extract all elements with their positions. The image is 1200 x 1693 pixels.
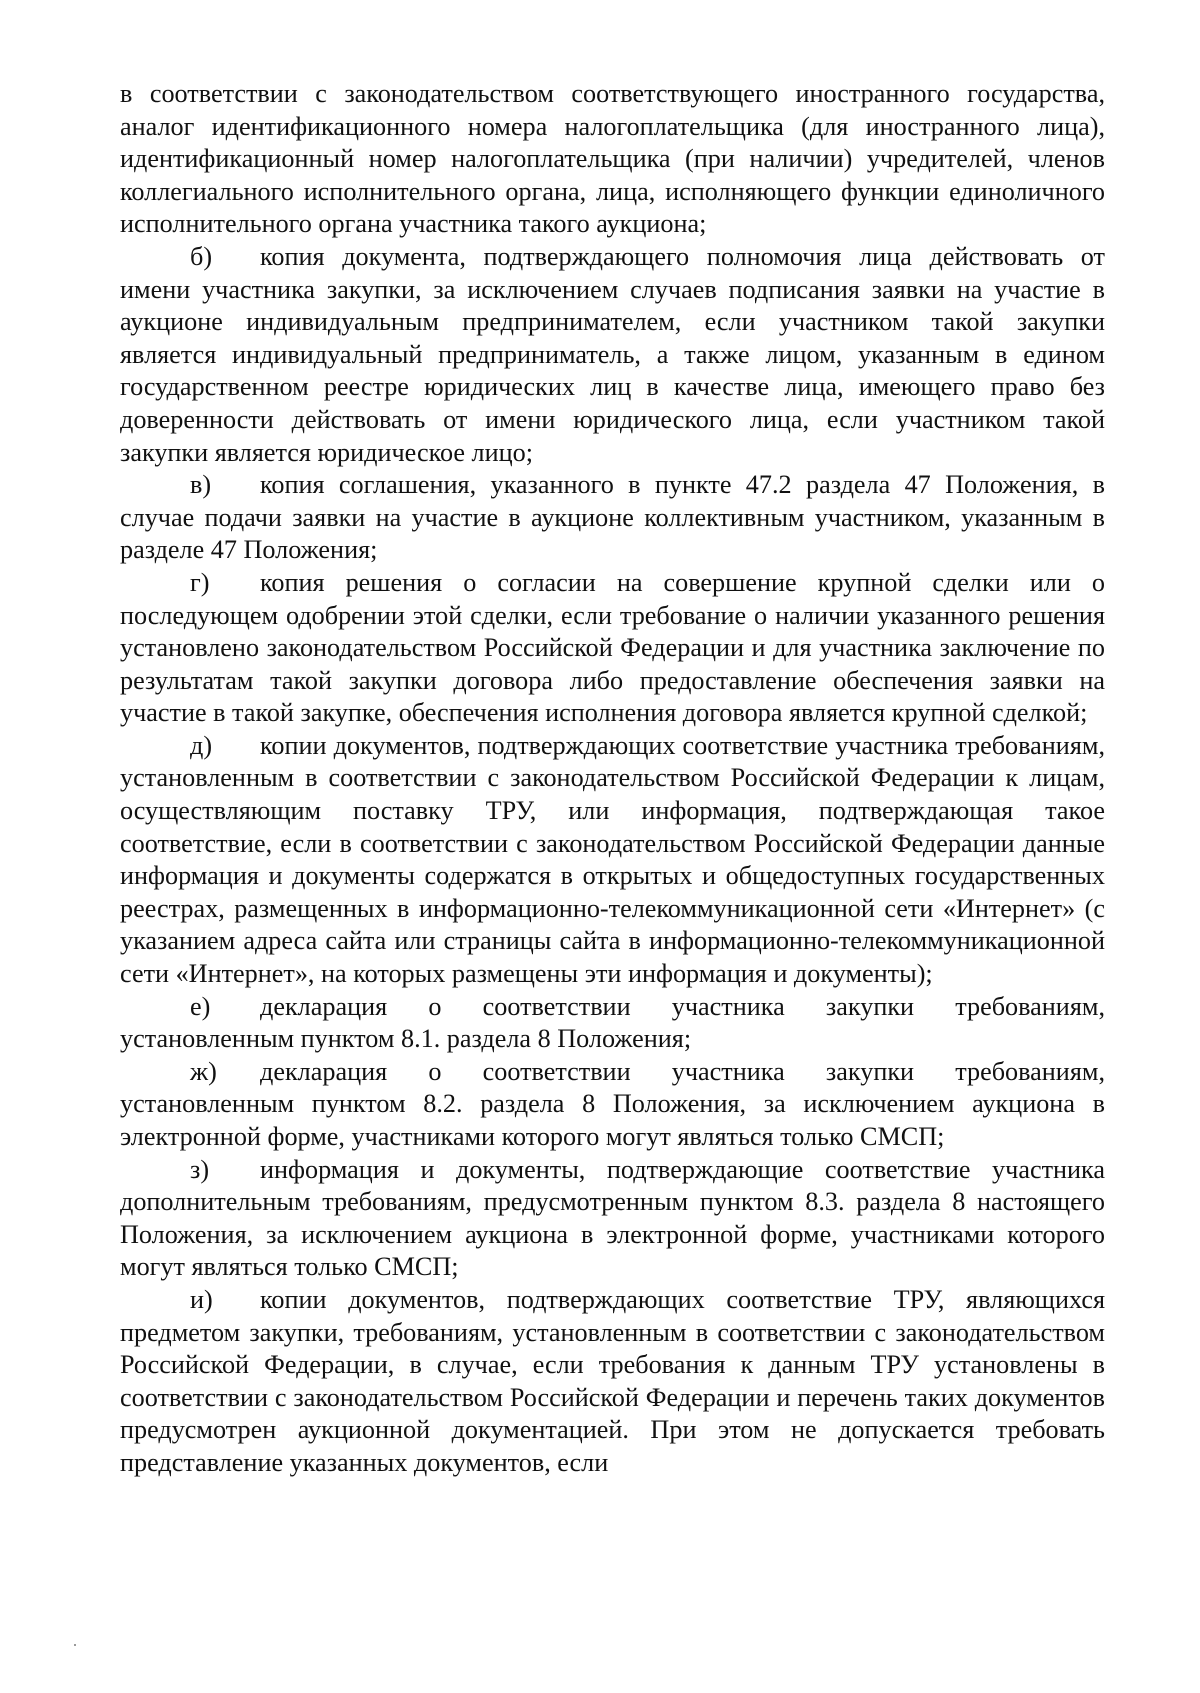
- item-marker: г): [190, 567, 210, 597]
- item-marker: д): [190, 730, 213, 760]
- item-marker: з): [190, 1154, 210, 1184]
- paragraph-text: копия документа, подтверждающего полномочия лица действовать от имени участника закупки, за исключением случаев подписания заявки на участие в аукционе индивидуальным предпринимателем, если участником такой закупки является индивидуальный предприниматель, а также лицом, указанным в едином государственном реестре юридических лиц в качестве лица, имеющего право без доверенности действовать от имени юридического лица, если участником такой закупки является юридическое лицо;: [120, 241, 1105, 467]
- paragraph-item-d: [120, 730, 1105, 991]
- paragraph-text: копия решения о согласии на совершение крупной сделки или о последующем одобрении этой сделки, если требование о наличии указанного решения установлено законодательством Российской Федерации и для участника заключение по результатам такой закупки договора либо предоставление обеспечения заявки на участие в такой закупке, обеспечения исполнения договора является крупной сделкой;: [120, 567, 1105, 728]
- paragraph-text: копия соглашения, указанного в пункте 47.2 раздела 47 Положения, в случае подачи заявки на участие в аукционе коллективным участником, указанным в разделе 47 Положения;: [120, 470, 1105, 565]
- paragraph-text: декларация о соответствии участника закупки требованиям, установленным пунктом 8.1. раздела 8 Положения;: [120, 991, 1105, 1054]
- document-body: [120, 78, 1105, 1480]
- paragraph-item-b: [120, 241, 1105, 469]
- item-marker: е): [190, 991, 211, 1021]
- item-marker: б): [190, 241, 213, 271]
- paragraph-text: в соответствии с законодательством соответствующего иностранного государства, аналог идентификационного номера налогоплательщика (для иностранного лица), идентификационный номер налогоплательщика (при наличии) учредителей, членов коллегиального исполнительного органа, лица, исполняющего функции единоличного исполнительного органа участника такого аукциона;: [120, 79, 1105, 239]
- item-marker: и): [190, 1284, 213, 1314]
- paragraph-continuation: [120, 78, 1105, 241]
- paragraph-text: информация и документы, подтверждающие соответствие участника дополнительным требованиям, предусмотренным пунктом 8.3. раздела 8 настоящего Положения, за исключением аукциона в электронной форме, участниками которого могут являться только СМСП;: [120, 1154, 1105, 1282]
- paragraph-text: декларация о соответствии участника закупки требованиям, установленным пунктом 8.2. раздела 8 Положения, за исключением аукциона в электронной форме, участниками которого могут являться только СМСП;: [120, 1056, 1105, 1151]
- paragraph-item-v: [120, 469, 1105, 567]
- paragraph-text: копии документов, подтверждающих соответствие участника требованиям, установленным в соответствии с законодательством Российской Федерации к лицам, осуществляющим поставку ТРУ, или информация, подтверждающая такое соответствие, если в соответствии с законодательством Российской Федерации данные информация и документы содержатся в открытых и общедоступных государственных реестрах, размещенных в информационно-телекоммуникационной сети «Интернет» (с указанием адреса сайта или страницы сайта в информационно-телекоммуникационной сети «Интернет», на которых размещены эти информация и документы);: [120, 730, 1105, 989]
- paragraph-item-g: [120, 567, 1105, 730]
- item-marker: ж): [190, 1056, 217, 1086]
- scan-speck: [74, 1644, 76, 1646]
- paragraph-item-z: [120, 1154, 1105, 1284]
- paragraph-item-e: [120, 991, 1105, 1056]
- item-marker: в): [190, 470, 212, 500]
- paragraph-item-i: [120, 1284, 1105, 1480]
- paragraph-item-zh: [120, 1056, 1105, 1154]
- paragraph-text: копии документов, подтверждающих соответствие ТРУ, являющихся предметом закупки, требованиям, установленным в соответствии с законодательством Российской Федерации, в случае, если требования к данным ТРУ установлены в соответствии с законодательством Российской Федерации и перечень таких документов предусмотрен аукционной документацией. При этом не допускается требовать представление указанных документов, если: [120, 1284, 1105, 1477]
